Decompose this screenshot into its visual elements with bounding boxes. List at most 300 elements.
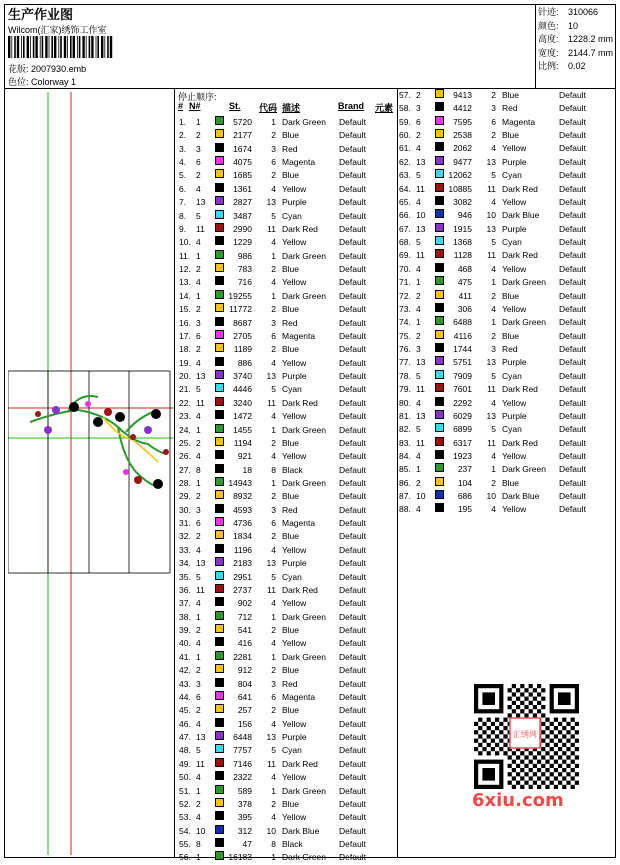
color-description: Yellow [282, 277, 307, 288]
stop-number: 66. [399, 210, 411, 221]
stitch-count: 312 [237, 825, 252, 836]
needle-number: 13 [416, 156, 426, 167]
stop-number: 61. [399, 143, 411, 154]
color-description: Dark Green [282, 424, 326, 435]
brand: Default [559, 303, 586, 314]
color-code: 11 [487, 250, 496, 261]
color-code: 13 [486, 156, 496, 167]
stitch-count: 2990 [233, 223, 252, 234]
needle-number: 2 [416, 330, 421, 341]
stop-number: 48. [179, 745, 191, 756]
color-description: Purple [502, 156, 527, 167]
needle-number: 2 [196, 344, 201, 355]
color-description: Blue [282, 264, 300, 275]
stitch-count: 7757 [233, 745, 252, 756]
stitch-count: 475 [457, 277, 472, 288]
needle-number: 1 [196, 290, 201, 301]
stitch-count: 1472 [233, 411, 252, 422]
color-description: Cyan [282, 745, 302, 756]
column-header: N# [189, 101, 201, 111]
stop-number: 46. [179, 718, 191, 729]
brand: Default [559, 250, 586, 261]
color-swatch [215, 183, 224, 192]
brand: Default [339, 130, 366, 141]
color-swatch [435, 142, 444, 151]
stitch-count: 3240 [233, 397, 252, 408]
stitch-count: 7595 [453, 116, 472, 127]
color-swatch [435, 236, 444, 245]
stitch-count: 9413 [453, 90, 472, 100]
color-code: 6 [271, 157, 276, 168]
color-code: 1 [271, 477, 276, 488]
stitch-count: 2705 [233, 330, 252, 341]
color-description: Yellow [502, 504, 527, 515]
color-description: Cyan [502, 424, 522, 435]
color-swatch [215, 129, 224, 138]
color-swatch [435, 503, 444, 512]
color-swatch [215, 825, 224, 834]
company-name: Wilcom(汇家)绣饰工作室 [8, 25, 107, 35]
color-description: Purple [282, 732, 307, 743]
color-code: 2 [491, 477, 496, 488]
stop-number: 53. [179, 812, 191, 823]
color-swatch [215, 758, 224, 767]
color-code: 10 [486, 210, 496, 221]
stats-divider [535, 4, 536, 88]
color-swatch [215, 303, 224, 312]
stitch-count: 10885 [448, 183, 472, 194]
color-swatch [215, 383, 224, 392]
stitch-count: 2538 [453, 130, 472, 141]
brand: Default [339, 625, 366, 636]
color-code: 2 [491, 130, 496, 141]
color-code: 2 [271, 705, 276, 716]
color-description: Dark Blue [502, 491, 540, 502]
needle-number: 5 [196, 745, 201, 756]
color-swatch [435, 450, 444, 459]
color-description: Dark Green [282, 290, 326, 301]
color-swatch [215, 464, 224, 473]
color-description: Yellow [282, 638, 307, 649]
needle-number: 11 [196, 223, 205, 234]
watermark: 6xiu.com [472, 790, 564, 811]
color-description: Dark Green [502, 277, 546, 288]
color-description: Blue [282, 491, 300, 502]
brand: Default [339, 277, 366, 288]
color-description: Cyan [282, 384, 302, 395]
color-code: 11 [267, 397, 276, 408]
color-code: 3 [271, 678, 276, 689]
color-code: 6 [271, 330, 276, 341]
stitch-count: 1196 [233, 544, 252, 555]
stitch-count: 1128 [453, 250, 472, 261]
stop-number: 11. [179, 250, 191, 261]
color-description: Yellow [282, 411, 307, 422]
needle-number: 5 [416, 170, 421, 181]
brand: Default [339, 250, 366, 261]
stop-number: 3. [179, 143, 187, 154]
needle-number: 8 [196, 838, 201, 849]
stop-number: 29. [179, 491, 191, 502]
color-code: 1 [271, 852, 276, 863]
brand: Default [339, 210, 366, 221]
stop-number: 63. [399, 170, 411, 181]
stat-height: 高度: 1228.2 mm [538, 34, 614, 45]
preview-divider [174, 88, 175, 858]
color-swatch [215, 450, 224, 459]
stitch-count: 4446 [233, 384, 252, 395]
color-swatch [435, 316, 444, 325]
color-description: Dark Green [282, 117, 326, 127]
brand: Default [339, 745, 366, 756]
stop-number: 76. [399, 344, 411, 355]
color-code: 4 [271, 357, 276, 368]
color-description: Magenta [282, 518, 316, 529]
stop-number: 6. [179, 183, 187, 194]
color-code: 3 [491, 103, 496, 114]
color-swatch [435, 463, 444, 472]
stitch-count: 3082 [453, 196, 472, 207]
color-code: 1 [271, 117, 276, 127]
stop-number: 82. [399, 424, 411, 435]
color-code: 5 [491, 370, 496, 381]
needle-number: 4 [196, 638, 201, 649]
brand: Default [339, 838, 366, 849]
color-code: 10 [486, 491, 496, 502]
brand: Default [339, 665, 366, 676]
color-code: 1 [271, 290, 276, 301]
color-description: Purple [282, 371, 307, 382]
needle-number: 1 [196, 785, 201, 796]
stitch-count: 9477 [453, 156, 472, 167]
needle-number: 4 [196, 277, 201, 288]
color-code: 4 [271, 237, 276, 248]
color-code: 1 [271, 785, 276, 796]
color-swatch [435, 209, 444, 218]
color-swatch [215, 223, 224, 232]
color-swatch [215, 424, 224, 433]
stop-number: 88. [399, 504, 411, 515]
color-swatch [215, 490, 224, 499]
brand: Default [339, 264, 366, 275]
stitch-count: 5751 [453, 357, 472, 368]
stop-number: 81. [399, 410, 411, 421]
stitch-count: 104 [457, 477, 472, 488]
brand: Default [559, 384, 586, 395]
stitch-count: 2322 [233, 772, 252, 783]
color-code: 3 [491, 344, 496, 355]
color-description: Blue [282, 625, 300, 636]
needle-number: 4 [196, 718, 201, 729]
color-code: 2 [491, 330, 496, 341]
stop-number: 86. [399, 477, 411, 488]
brand: Default [559, 183, 586, 194]
stop-number: 38. [179, 611, 191, 622]
color-code: 13 [266, 732, 276, 743]
brand: Default [339, 424, 366, 435]
stitch-count: 541 [237, 625, 252, 636]
brand: Default [339, 157, 366, 168]
stitch-count: 411 [458, 290, 472, 301]
needle-number: 11 [416, 437, 425, 448]
stop-number: 68. [399, 237, 411, 248]
color-code: 10 [266, 825, 276, 836]
stitch-count: 4412 [453, 103, 472, 114]
color-description: Dark Green [282, 852, 326, 863]
needle-number: 4 [416, 397, 421, 408]
brand: Default [559, 103, 586, 114]
needle-number: 4 [196, 772, 201, 783]
color-swatch [435, 397, 444, 406]
color-code: 4 [271, 544, 276, 555]
color-swatch [435, 156, 444, 165]
color-code: 2 [271, 344, 276, 355]
stop-number: 28. [179, 477, 191, 488]
stitch-count: 7146 [233, 758, 252, 769]
color-swatch [435, 356, 444, 365]
needle-number: 2 [196, 625, 201, 636]
stitch-count: 2062 [453, 143, 472, 154]
needle-number: 2 [416, 130, 421, 141]
color-code: 11 [487, 384, 496, 395]
needle-number: 1 [196, 477, 201, 488]
needle-number: 3 [416, 344, 421, 355]
brand: Default [339, 491, 366, 502]
color-description: Red [282, 504, 298, 515]
brand: Default [339, 785, 366, 796]
needle-number: 11 [196, 758, 205, 769]
color-description: Purple [282, 197, 307, 208]
color-description: Dark Red [502, 384, 538, 395]
color-description: Yellow [502, 450, 527, 461]
brand: Default [559, 223, 586, 234]
color-swatch [215, 651, 224, 660]
brand: Default [559, 357, 586, 368]
color-description: Dark Green [502, 464, 546, 475]
color-code: 4 [491, 504, 496, 515]
brand: Default [559, 130, 586, 141]
stop-number: 36. [179, 584, 191, 595]
needle-number: 11 [416, 183, 425, 194]
color-swatch [215, 343, 224, 352]
color-description: Yellow [282, 544, 307, 555]
color-code: 4 [271, 598, 276, 609]
brand: Default [339, 691, 366, 702]
stitch-count: 378 [237, 798, 252, 809]
stitch-count: 1685 [233, 170, 252, 181]
color-description: Yellow [502, 143, 527, 154]
stop-number: 74. [399, 317, 411, 328]
stitch-count: 395 [237, 812, 252, 823]
needle-number: 11 [416, 250, 425, 261]
stop-number: 39. [179, 625, 191, 636]
needle-number: 4 [416, 504, 421, 515]
brand: Default [339, 718, 366, 729]
stop-number: 50. [179, 772, 191, 783]
color-code: 3 [271, 317, 276, 328]
brand: Default [559, 477, 586, 488]
stop-number: 4. [179, 157, 187, 168]
brand: Default [559, 397, 586, 408]
stitch-count: 18 [242, 464, 252, 475]
color-code: 4 [271, 183, 276, 194]
brand: Default [339, 477, 366, 488]
color-code: 4 [271, 411, 276, 422]
stop-number: 57. [399, 90, 411, 100]
color-swatch [215, 597, 224, 606]
color-code: 4 [271, 277, 276, 288]
brand: Default [559, 410, 586, 421]
column-header: 元素 [375, 103, 394, 113]
needle-number: 6 [196, 157, 201, 168]
color-swatch [215, 544, 224, 553]
color-description: Yellow [502, 196, 527, 207]
color-description: Blue [502, 330, 520, 341]
color-code: 4 [271, 812, 276, 823]
design-preview [8, 92, 174, 855]
column-header: St. [229, 101, 241, 111]
needle-number: 1 [416, 464, 421, 475]
color-swatch [215, 410, 224, 419]
color-code: 13 [486, 223, 496, 234]
color-swatch [435, 196, 444, 205]
color-description: Dark Green [282, 651, 326, 662]
needle-number: 5 [196, 210, 201, 221]
stat-width: 宽度: 2144.7 mm [538, 47, 614, 58]
stop-number: 25. [179, 437, 191, 448]
color-code: 6 [271, 518, 276, 529]
color-swatch [215, 611, 224, 620]
needle-number: 4 [416, 450, 421, 461]
color-swatch [435, 330, 444, 339]
brand: Default [339, 598, 366, 609]
stitch-count: 1368 [453, 237, 472, 248]
color-description: Red [282, 678, 298, 689]
stitch-count: 5720 [233, 117, 252, 127]
color-swatch [215, 116, 224, 125]
brand: Default [559, 90, 586, 100]
design-file-value: 2007930.emb [31, 64, 87, 74]
stop-number: 24. [179, 424, 191, 435]
color-swatch [215, 785, 224, 794]
stitch-count: 1674 [233, 143, 252, 154]
brand: Default [339, 397, 366, 408]
brand: Default [339, 451, 366, 462]
needle-number: 5 [416, 237, 421, 248]
brand: Default [339, 504, 366, 515]
brand: Default [339, 558, 366, 569]
stop-number: 45. [179, 705, 191, 716]
stitch-count: 1744 [453, 344, 472, 355]
color-swatch [435, 89, 444, 98]
color-swatch [215, 290, 224, 299]
brand: Default [339, 531, 366, 542]
color-code: 2 [271, 625, 276, 636]
needle-number: 5 [196, 384, 201, 395]
needle-number: 4 [416, 196, 421, 207]
color-swatch [215, 504, 224, 513]
needle-number: 1 [196, 117, 201, 127]
needle-number: 6 [196, 691, 201, 702]
color-code: 2 [271, 264, 276, 275]
needle-number: 1 [196, 424, 201, 435]
stop-number: 37. [179, 598, 191, 609]
stitch-count: 2737 [233, 584, 252, 595]
color-swatch [435, 303, 444, 312]
color-description: Cyan [502, 370, 522, 381]
needle-number: 13 [196, 558, 206, 569]
color-description: Yellow [282, 451, 307, 462]
color-description: Cyan [282, 571, 302, 582]
stop-number: 62. [399, 156, 411, 167]
stitch-count: 1194 [233, 437, 252, 448]
color-swatch [435, 290, 444, 299]
stitch-count: 306 [457, 303, 472, 314]
color-code: 8 [271, 838, 276, 849]
stop-number: 54. [179, 825, 191, 836]
color-code: 5 [491, 170, 496, 181]
stop-number: 75. [399, 330, 411, 341]
color-description: Dark Green [282, 250, 326, 261]
color-swatch [215, 584, 224, 593]
stop-number: 83. [399, 437, 411, 448]
stitch-count: 2827 [233, 197, 252, 208]
brand: Default [339, 518, 366, 529]
stitch-count: 946 [457, 210, 472, 221]
stitch-count: 8687 [233, 317, 252, 328]
color-description: Dark Red [502, 250, 538, 261]
color-code: 11 [267, 223, 276, 234]
color-description: Yellow [502, 397, 527, 408]
brand: Default [559, 237, 586, 248]
stitch-count: 1189 [233, 344, 252, 355]
color-description: Blue [282, 531, 300, 542]
color-code: 2 [271, 491, 276, 502]
color-code: 11 [487, 437, 496, 448]
color-swatch [215, 236, 224, 245]
brand: Default [559, 424, 586, 435]
stitch-count: 12062 [448, 170, 472, 181]
stop-number: 49. [179, 758, 191, 769]
color-code: 5 [491, 424, 496, 435]
stop-number: 12. [179, 264, 191, 275]
color-swatch [215, 637, 224, 646]
needle-number: 5 [416, 370, 421, 381]
stop-number: 32. [179, 531, 191, 542]
color-description: Magenta [502, 116, 536, 127]
stop-number: 31. [179, 518, 191, 529]
stop-number: 55. [179, 838, 191, 849]
color-code: 2 [271, 665, 276, 676]
color-description: Dark Green [282, 477, 326, 488]
needle-number: 3 [196, 143, 201, 154]
color-code: 5 [271, 210, 276, 221]
color-description: Blue [282, 798, 300, 809]
color-code: 4 [491, 263, 496, 274]
color-description: Dark Green [282, 785, 326, 796]
brand: Default [339, 651, 366, 662]
stop-number: 26. [179, 451, 191, 462]
stop-number: 87. [399, 491, 411, 502]
needle-number: 13 [416, 410, 426, 421]
color-swatch [435, 490, 444, 499]
stitch-count: 2281 [233, 651, 252, 662]
stitch-count: 195 [457, 504, 472, 515]
stop-number: 44. [179, 691, 191, 702]
stitch-count: 1915 [453, 223, 472, 234]
needle-number: 1 [416, 317, 421, 328]
stitch-count: 2951 [233, 571, 252, 582]
